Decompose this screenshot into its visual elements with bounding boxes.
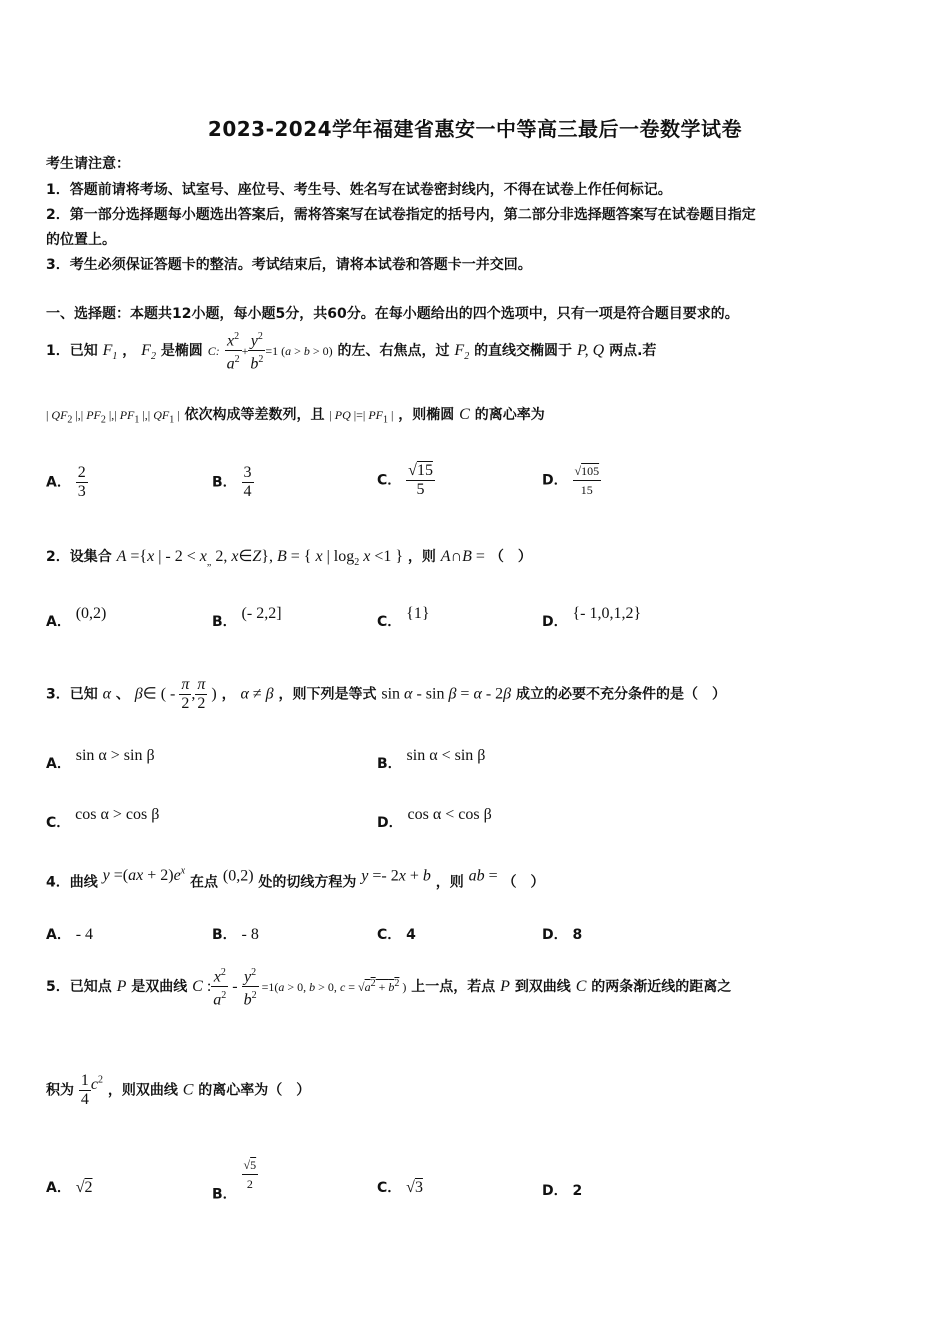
q1-text: 的离心率为 xyxy=(474,407,545,423)
question-3: 3．已知 α 、 β∈ ( - $\frac{\pi}{2}$ , $\frac{\pi}{2}$ ) ， α ≠ β ，则下列是等式 sin α - sin β = α - 2β 成立的必要不充分条件的是（ ） xyxy=(46,676,727,712)
formula: $\frac{2}{3}$ xyxy=(77,464,86,500)
option-label: B． xyxy=(212,1186,237,1203)
notice-heading: 考生请注意： xyxy=(46,156,130,172)
option-label: D． xyxy=(542,1183,568,1199)
formula: C: xyxy=(207,343,220,358)
q3-number: 3．已知 xyxy=(46,686,98,703)
q1-text: 两点.若 xyxy=(609,342,657,359)
option-label: C． xyxy=(377,927,402,943)
option-value: (- 2,2] xyxy=(241,605,282,622)
formula: C xyxy=(459,406,470,423)
formula: P xyxy=(500,977,510,995)
question-5-line-2 xyxy=(46,1072,310,1109)
option-value: {- 1,0,1,2} xyxy=(572,605,642,622)
option-label: B． xyxy=(212,927,237,943)
formula: (0,2) xyxy=(222,867,254,885)
notice-item: 3．考生必须保证答题卡的整洁。考试结束后，请将本试卷和答题卡一并交回。 xyxy=(46,257,532,273)
formula: y =- 2x + b xyxy=(361,867,431,885)
formula: $\frac{x^2}{a^2}$ xyxy=(226,331,240,373)
formula: C : xyxy=(192,977,212,995)
formula: $\frac{\pi}{2}$ xyxy=(181,676,190,712)
formula: sin α - sin β = α - 2β xyxy=(381,685,512,703)
q3-option-c[interactable] xyxy=(46,806,159,832)
formula: | PQ |=| $PF_1$ | xyxy=(329,408,394,426)
formula: $\frac{√15}{5}$ xyxy=(408,462,433,498)
question-1-line-1: 1．已知 $F_1$ ， $F_2$ 是椭圆 C: $\frac{x^2}{a^2}$ + $\frac{y^2}{b^2}$ =1 (a > b > 0) 的左、右焦点，过 $F_2$ 的直线交椭圆于 P, Q 两点.若 xyxy=(46,328,656,374)
option-label: A． xyxy=(46,474,71,491)
option-label: B． xyxy=(212,474,237,491)
option-label: B． xyxy=(212,614,237,630)
formula: $F_2$ xyxy=(141,341,156,363)
formula: α xyxy=(102,685,112,703)
q4-option-c[interactable] xyxy=(377,924,416,944)
formula: ab = xyxy=(468,867,498,885)
q4-option-d[interactable] xyxy=(542,924,582,944)
formula: √3 xyxy=(406,1179,423,1196)
formula: $\frac{y^2}{b^2}$ xyxy=(243,967,257,1009)
option-value: {1} xyxy=(406,605,430,622)
option-label: D． xyxy=(542,614,568,630)
q1-option-c[interactable] xyxy=(377,462,435,499)
formula: $F_1$ xyxy=(102,341,118,363)
option-label: D． xyxy=(542,927,568,943)
formula: $\frac{1}{4}$ xyxy=(80,1072,89,1108)
q1-option-b[interactable] xyxy=(212,464,254,501)
notice-item: 1．答题前请将考场、试室号、座位号、考生号、姓名写在试卷密封线内，不得在试卷上作任何标记。 xyxy=(46,182,672,198)
formula: $c^2$ xyxy=(90,1074,103,1093)
formula: $F_2$ xyxy=(454,341,470,363)
option-label: C． xyxy=(377,472,402,489)
q2-option-b[interactable] xyxy=(212,605,282,631)
option-label: C． xyxy=(377,1180,402,1196)
q5-text: ，则双曲线 xyxy=(107,1082,178,1099)
q2-option-c[interactable] xyxy=(377,605,430,631)
q1-option-a[interactable] xyxy=(46,464,88,501)
q2-number: 2．设集合 xyxy=(46,549,112,565)
q1-text: 依次构成等差数列，且 xyxy=(184,407,325,423)
formula: A ={x | - $2 < x_„$ 2, x∈Z}, B = { x | $\log_2 x <1$ } xyxy=(116,548,404,569)
q3-text: 成立的必要不充分条件的是（ ） xyxy=(516,686,727,703)
option-value: cos α > cos β xyxy=(75,806,160,823)
formula: A∩B = xyxy=(440,548,485,565)
formula: | $QF_2$ |,| $PF_2$ |,| $PF_1$ |,| $QF_1$ | xyxy=(46,408,180,426)
q5-text: 到双曲线 xyxy=(514,978,571,995)
formula: C xyxy=(182,1081,194,1099)
q4-option-a[interactable] xyxy=(46,924,93,944)
q4-text: 在点 xyxy=(190,874,218,891)
q3-text: 、 xyxy=(115,686,130,703)
option-value: - 4 xyxy=(75,926,94,943)
option-label: D． xyxy=(377,815,403,831)
q5-text: 的两条渐近线的距离之 xyxy=(591,978,732,995)
formula: α ≠ β xyxy=(240,685,274,703)
option-value: sin α > sin β xyxy=(75,747,155,764)
q2-option-d[interactable] xyxy=(542,605,641,631)
question-1-line-2 xyxy=(46,404,545,425)
formula: $\frac{√105}{15}$ xyxy=(574,464,600,497)
q5-number: 5．已知点 xyxy=(46,978,112,995)
formula: P xyxy=(116,977,127,995)
section-heading: 一、选择题：本题共12小题，每小题5分，共60分。在每小题给出的四个选项中，只有一项是符合题目要求的。 xyxy=(46,306,739,322)
option-label: A． xyxy=(46,756,71,772)
q5-option-d[interactable] xyxy=(542,1180,582,1200)
formula: C xyxy=(575,977,587,995)
q1-option-d[interactable] xyxy=(542,462,601,499)
q4-text: （ ） xyxy=(502,874,545,891)
notice-item: 2．第一部分选择题每小题选出答案后，需将答案写在试卷指定的括号内，第二部分非选择题答案写在试卷题目指定 xyxy=(46,207,756,223)
q5-text: 是双曲线 xyxy=(131,978,188,995)
formula: $\frac{\pi}{2}$ xyxy=(197,676,206,712)
q2-option-a[interactable] xyxy=(46,605,106,631)
option-value: 4 xyxy=(406,927,416,943)
q5-option-c[interactable] xyxy=(377,1177,423,1197)
q3-text: ， xyxy=(221,686,236,703)
q1-text: 的左、右焦点，过 xyxy=(337,342,450,359)
q1-text: ，则椭圆 xyxy=(398,407,455,423)
q1-text: 的直线交椭圆于 xyxy=(474,342,573,359)
option-value: - 8 xyxy=(241,926,259,943)
q3-option-a[interactable] xyxy=(46,747,155,773)
q1-number: 1．已知 xyxy=(46,342,98,359)
question-2 xyxy=(46,546,532,568)
option-label: D． xyxy=(542,472,568,489)
q3-option-b[interactable] xyxy=(377,747,485,773)
q3-option-d[interactable] xyxy=(377,806,492,832)
formula: $\frac{3}{4}$ xyxy=(243,464,252,500)
q4-text: 处的切线方程为 xyxy=(258,874,357,891)
option-value: sin α < sin β xyxy=(406,747,486,764)
option-value: (0,2) xyxy=(75,605,107,622)
option-value: 8 xyxy=(572,927,583,943)
q5-option-a[interactable] xyxy=(46,1177,93,1197)
q2-text: ，则 xyxy=(407,549,436,565)
q3-text: ，则下列是等式 xyxy=(278,686,377,703)
option-label: C． xyxy=(46,815,71,831)
option-label: A． xyxy=(46,1180,71,1196)
option-label: A． xyxy=(46,614,71,630)
formula: $\frac{y^2}{b^2}$ xyxy=(250,331,264,373)
q4-number: 4．曲线 xyxy=(46,874,98,891)
question-5-line-1: 5．已知点 P 是双曲线 C : $\frac{x^2}{a^2}$ - $\frac{y^2}{b^2}$ =1(a > 0, b > 0, $c = √a^2 + b^2$ ) 上一点，若点 P 到双曲线 C 的两条渐近线的距离之 xyxy=(46,964,731,1010)
formula: β∈ ( - xyxy=(134,685,180,703)
formula: √2 xyxy=(75,1179,93,1196)
option-label: A． xyxy=(46,927,71,943)
q4-text: ，则 xyxy=(435,874,464,891)
page-title: 2023-2024学年福建省惠安一中等高三最后一卷数学试卷 xyxy=(207,117,743,141)
q5-text: 上一点，若点 xyxy=(411,978,496,995)
q5-text: 积为 xyxy=(46,1082,74,1099)
formula: $y =(ax + 2)e^x$ xyxy=(102,866,186,885)
question-4 xyxy=(46,866,545,891)
q1-text: 是椭圆 xyxy=(160,342,203,359)
notice-item: 的位置上。 xyxy=(46,232,116,248)
option-label: C． xyxy=(377,614,402,630)
option-value: cos α < cos β xyxy=(407,806,492,823)
formula: P, Q xyxy=(576,341,605,359)
q5-option-b[interactable] xyxy=(212,1156,258,1204)
formula: $\frac{√5}{2}$ xyxy=(243,1158,257,1191)
q5-text: 的离心率为（ ） xyxy=(198,1082,311,1099)
formula: $\frac{x^2}{a^2}$ xyxy=(213,967,227,1009)
option-label: B． xyxy=(377,756,402,772)
option-value: 2 xyxy=(572,1183,583,1199)
q4-option-b[interactable] xyxy=(212,924,259,944)
q2-text: （ ） xyxy=(489,549,532,565)
